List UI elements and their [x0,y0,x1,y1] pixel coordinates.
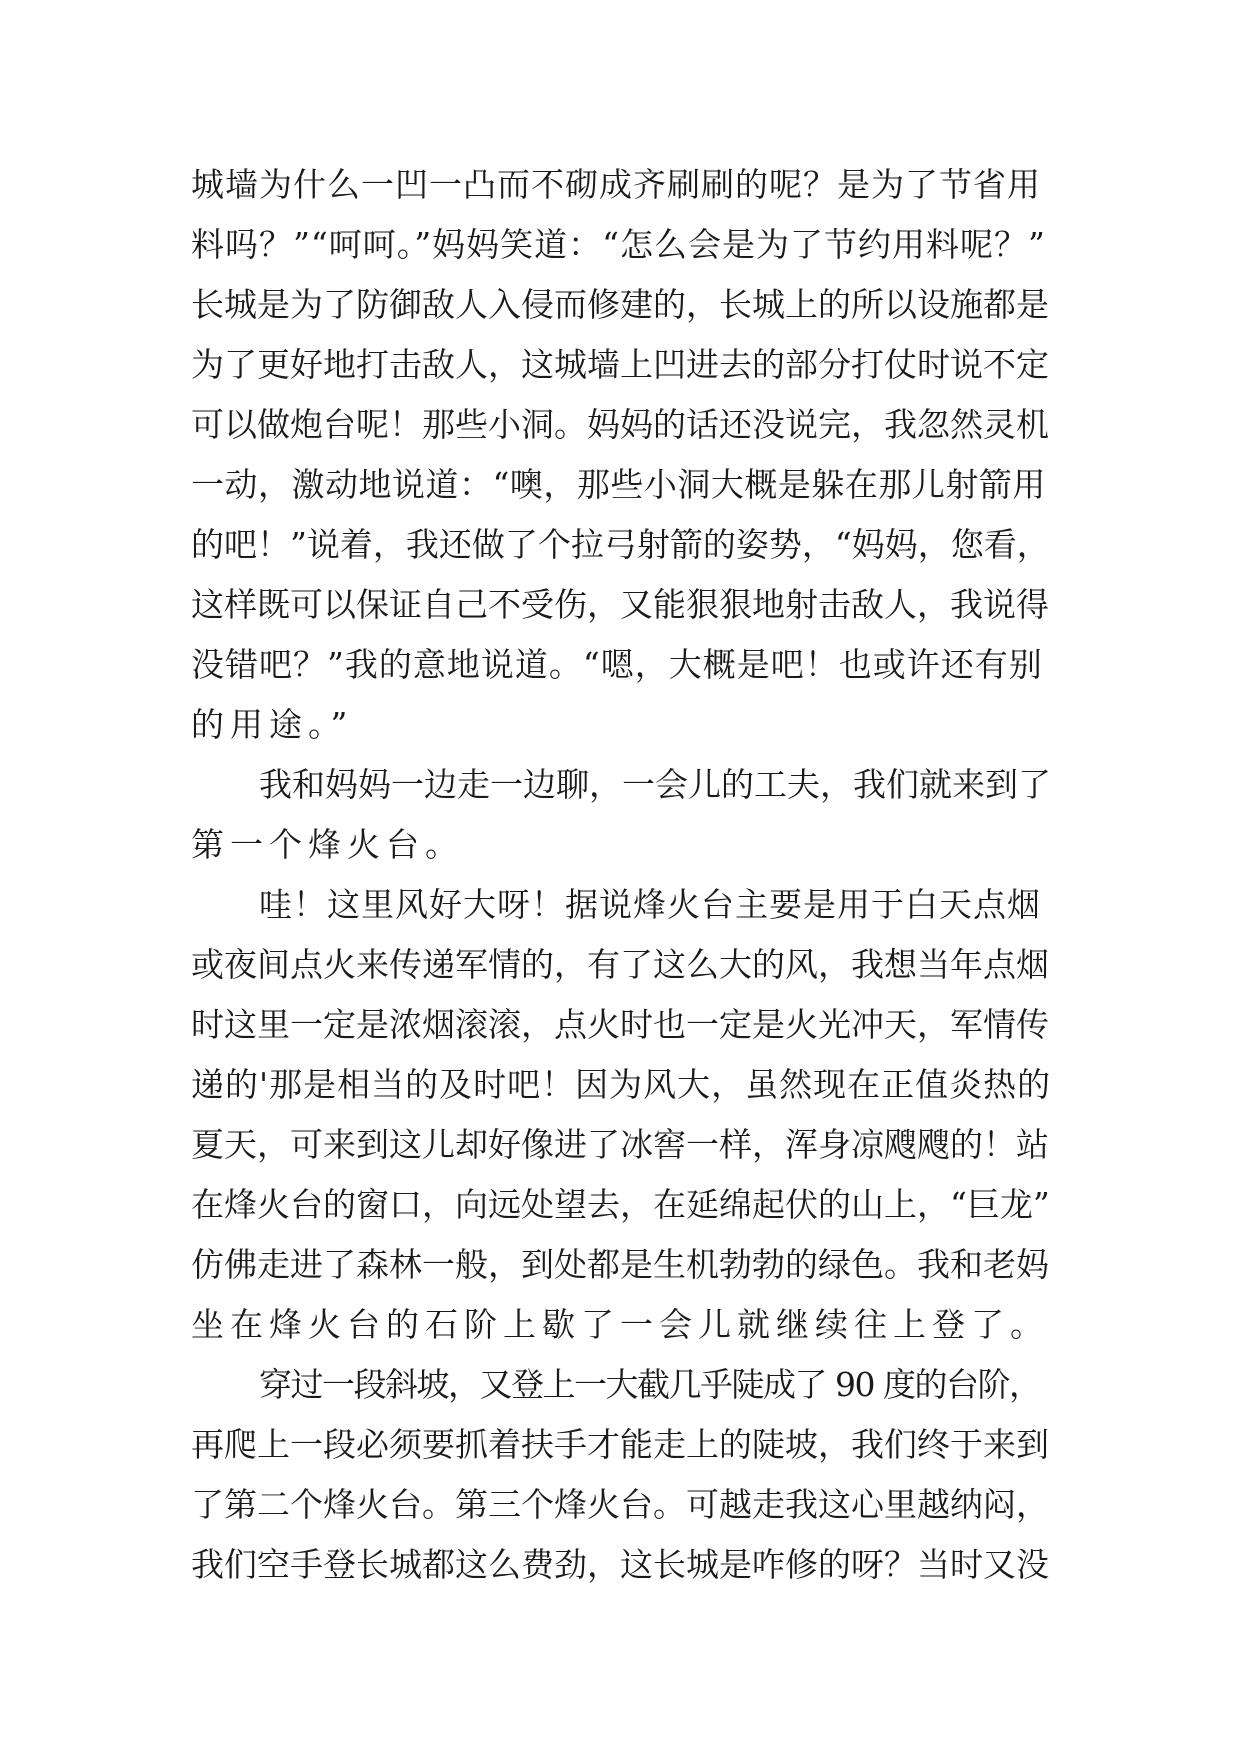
text-line: 一动，激动地说道：“噢，那些小洞大概是躲在那儿射箭用 [191,465,1046,504]
text-line: 仿佛走进了森林一般，到处都是生机勃勃的绿色。我和老妈 [191,1245,1049,1284]
text-line: 再爬上一段必须要抓着扶手才能走上的陡坡，我们终于来到 [191,1425,1049,1464]
text-line: 城墙为什么一凹一凸而不砌成齐刷刷的呢？是为了节省用 [191,165,1041,204]
text-line: 递的'那是相当的及时吧！因为风大，虽然现在正值炎热的 [191,1065,1052,1104]
text-line: 没错吧？”我的意地说道。“嗯，大概是吧！也或许还有别 [191,645,1043,684]
text-line: 第一个烽火台。 [191,825,464,864]
text-line: 在烽火台的窗口，向远处望去，在延绵起伏的山上，“巨龙” [191,1185,1050,1224]
text-line: 的用途。” [191,705,354,744]
text-line: 的吧！”说着，我还做了个拉弓射箭的姿势，“妈妈，您看， [191,525,1050,564]
text-line: 或夜间点火来传递军情的，有了这么大的风，我想当年点烟 [191,945,1049,984]
paragraph-first-line: 穿过一段斜坡，又登上一大截几乎陡成了 90 度的台阶， [259,1365,1041,1404]
text-line: 坐在烽火台的石阶上歇了一会儿就继续往上登了。 [191,1305,1049,1344]
text-line: 这样既可以保证自己不受伤，又能狠狠地射击敌人，我说得 [191,585,1049,624]
text-line: 料吗？”“呵呵。”妈妈笑道：“怎么会是为了节约用料呢？” [191,225,1046,264]
paragraph-first-line: 哇！这里风好大呀！据说烽火台主要是用于白天点烟 [259,885,1041,924]
body-text [191,155,1051,1595]
text-line: 夏天，可来到这儿却好像进了冰窖一样，浑身凉飕飕的！站 [191,1125,1049,1164]
text-line: 可以做炮台呢！那些小洞。妈妈的话还没说完，我忽然灵机 [191,405,1049,444]
text-line: 我们空手登长城都这么费劲，这长城是咋修的呀？当时又没 [191,1545,1049,1584]
text-line: 时这里一定是浓烟滚滚，点火时也一定是火光冲天，军情传 [191,1005,1049,1044]
text-line: 为了更好地打击敌人，这城墙上凹进去的部分打仗时说不定 [191,345,1049,384]
text-line: 了第二个烽火台。第三个烽火台。可越走我这心里越纳闷， [191,1485,1049,1524]
paragraph-first-line: 我和妈妈一边走一边聊，一会儿的工夫，我们就来到了 [259,765,1051,804]
text-line: 长城是为了防御敌人入侵而修建的，长城上的所以设施都是 [191,285,1049,324]
